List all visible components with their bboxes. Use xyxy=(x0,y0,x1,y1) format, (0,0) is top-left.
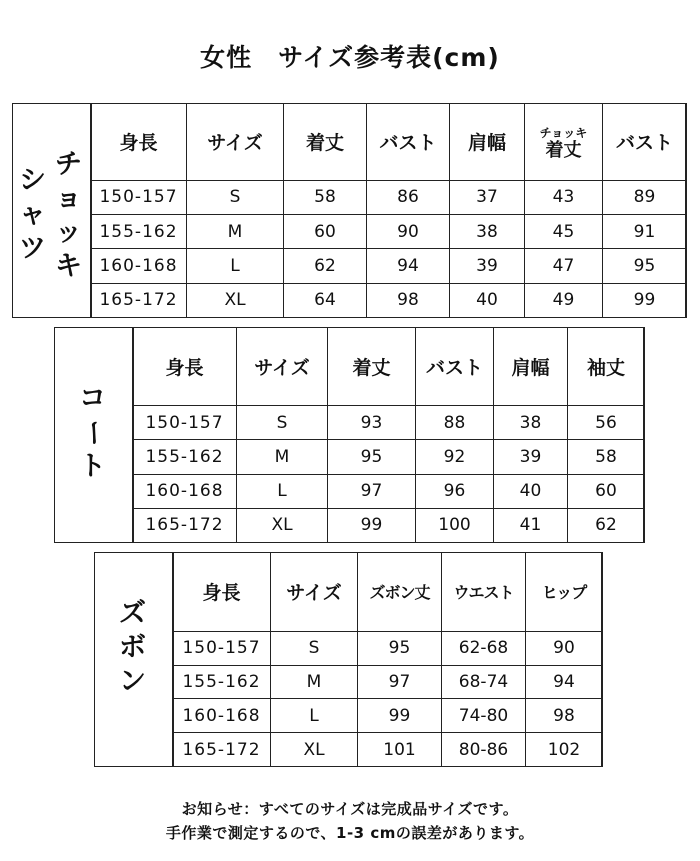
cell-height: 150-157 xyxy=(173,631,271,665)
label-char: ン xyxy=(119,666,146,697)
coat-table xyxy=(132,327,645,543)
cell-height: 165-172 xyxy=(133,508,237,542)
shirt-vest-label-cell xyxy=(13,104,92,317)
table-row xyxy=(173,665,603,699)
cell-bust: 92 xyxy=(416,440,494,474)
table-row xyxy=(173,631,603,665)
cell-waist: 74-80 xyxy=(442,699,526,733)
cell-height: 165-172 xyxy=(91,283,187,317)
table-row xyxy=(173,699,603,733)
cell-height: 155-162 xyxy=(173,665,271,699)
cell-height: 155-162 xyxy=(133,440,237,474)
table-row xyxy=(91,283,687,317)
label-char: キ xyxy=(55,251,82,282)
cell-shoulder: 40 xyxy=(494,474,568,508)
pants-label xyxy=(119,597,146,699)
label-char: ボ xyxy=(119,632,146,663)
header-bust: バスト xyxy=(416,328,494,406)
cell-shoulder: 38 xyxy=(450,215,525,249)
label-char: コ xyxy=(79,383,106,414)
cell-bust: 90 xyxy=(367,215,450,249)
cell-height: 160-168 xyxy=(173,699,271,733)
cell-pants-length: 101 xyxy=(358,733,442,767)
cell-sleeve: 58 xyxy=(568,440,645,474)
label-char: ー xyxy=(77,419,109,447)
header-size: サイズ xyxy=(187,104,284,181)
cell-vest-bust: 99 xyxy=(603,283,687,317)
table-row xyxy=(91,249,687,283)
cell-sleeve: 60 xyxy=(568,474,645,508)
cell-length: 64 xyxy=(284,283,367,317)
cell-waist: 80-86 xyxy=(442,733,526,767)
header-sleeve: 袖丈 xyxy=(568,328,645,406)
label-char: ツ xyxy=(19,233,46,264)
cell-size: L xyxy=(271,699,358,733)
cell-height: 150-157 xyxy=(91,180,187,214)
cell-sleeve: 62 xyxy=(568,508,645,542)
header-vest-length xyxy=(525,104,603,181)
cell-bust: 94 xyxy=(367,249,450,283)
cell-size: XL xyxy=(187,283,284,317)
cell-height: 160-168 xyxy=(133,474,237,508)
cell-shoulder: 39 xyxy=(494,440,568,474)
label-char: シ xyxy=(19,165,46,196)
cell-vest-length: 47 xyxy=(525,249,603,283)
header-length: 着丈 xyxy=(284,104,367,181)
header-height: 身長 xyxy=(91,104,187,181)
header-pants-length: ズボン丈 xyxy=(358,553,442,632)
table-row xyxy=(91,215,687,249)
cell-hip: 98 xyxy=(526,699,603,733)
table-row xyxy=(133,474,645,508)
cell-vest-bust: 89 xyxy=(603,180,687,214)
vest-label xyxy=(55,148,82,284)
cell-shoulder: 39 xyxy=(450,249,525,283)
cell-size: M xyxy=(271,665,358,699)
cell-bust: 96 xyxy=(416,474,494,508)
cell-hip: 90 xyxy=(526,631,603,665)
shirt-label xyxy=(19,164,46,266)
header-shoulder: 肩幅 xyxy=(450,104,525,181)
label-char: ッ xyxy=(55,217,82,248)
cell-size: M xyxy=(237,440,328,474)
label-char: チ xyxy=(55,149,82,180)
cell-size: XL xyxy=(237,508,328,542)
cell-pants-length: 95 xyxy=(358,631,442,665)
header-hip: ヒップ xyxy=(526,553,603,632)
cell-size: L xyxy=(237,474,328,508)
cell-size: XL xyxy=(271,733,358,767)
cell-shoulder: 41 xyxy=(494,508,568,542)
cell-length: 60 xyxy=(284,215,367,249)
label-char: ト xyxy=(79,451,106,482)
cell-size: S xyxy=(237,406,328,440)
header-height: 身長 xyxy=(133,328,237,406)
pants-table xyxy=(172,552,603,767)
cell-length: 97 xyxy=(328,474,416,508)
cell-vest-length: 49 xyxy=(525,283,603,317)
cell-bust: 88 xyxy=(416,406,494,440)
cell-size: S xyxy=(271,631,358,665)
cell-waist: 68-74 xyxy=(442,665,526,699)
cell-length: 99 xyxy=(328,508,416,542)
cell-length: 62 xyxy=(284,249,367,283)
cell-vest-length: 45 xyxy=(525,215,603,249)
cell-hip: 102 xyxy=(526,733,603,767)
cell-bust: 86 xyxy=(367,180,450,214)
table-row xyxy=(91,180,687,214)
pants-label-cell xyxy=(95,553,174,766)
cell-waist: 62-68 xyxy=(442,631,526,665)
label-char: ャ xyxy=(19,199,46,230)
cell-bust: 100 xyxy=(416,508,494,542)
cell-shoulder: 37 xyxy=(450,180,525,214)
header-shoulder: 肩幅 xyxy=(494,328,568,406)
header-size: サイズ xyxy=(271,553,358,632)
cell-bust: 98 xyxy=(367,283,450,317)
header-waist: ウエスト xyxy=(442,553,526,632)
note-line-1: お知らせ：すべてのサイズは完成品サイズです。 xyxy=(181,800,519,818)
coat-label xyxy=(77,382,109,484)
cell-height: 165-172 xyxy=(173,733,271,767)
header-height: 身長 xyxy=(173,553,271,632)
cell-vest-bust: 95 xyxy=(603,249,687,283)
header-size: サイズ xyxy=(237,328,328,406)
cell-vest-length: 43 xyxy=(525,180,603,214)
cell-vest-bust: 91 xyxy=(603,215,687,249)
cell-shoulder: 40 xyxy=(450,283,525,317)
cell-height: 150-157 xyxy=(133,406,237,440)
cell-length: 95 xyxy=(328,440,416,474)
cell-length: 58 xyxy=(284,180,367,214)
cell-height: 155-162 xyxy=(91,215,187,249)
cell-sleeve: 56 xyxy=(568,406,645,440)
table-row xyxy=(133,406,645,440)
header-vest-length-label: 着丈 xyxy=(545,139,582,161)
header-vest-label: チョッキ xyxy=(539,125,588,140)
cell-pants-length: 99 xyxy=(358,699,442,733)
cell-hip: 94 xyxy=(526,665,603,699)
cell-size: M xyxy=(187,215,284,249)
shirt-vest-table xyxy=(90,103,687,318)
cell-pants-length: 97 xyxy=(358,665,442,699)
header-length: 着丈 xyxy=(328,328,416,406)
cell-length: 93 xyxy=(328,406,416,440)
cell-size: S xyxy=(187,180,284,214)
header-bust: バスト xyxy=(367,104,450,181)
label-char: ョ xyxy=(55,183,82,214)
page-title: 女性 サイズ参考表(cm) xyxy=(200,43,500,72)
cell-size: L xyxy=(187,249,284,283)
cell-shoulder: 38 xyxy=(494,406,568,440)
header-vest-bust: バスト xyxy=(603,104,687,181)
table-row xyxy=(173,733,603,767)
cell-height: 160-168 xyxy=(91,249,187,283)
coat-label-cell xyxy=(55,328,134,542)
note-line-2: 手作業で測定するので、1-3 cmの誤差があります。 xyxy=(165,824,535,842)
table-row xyxy=(133,440,645,474)
table-row xyxy=(133,508,645,542)
label-char: ズ xyxy=(119,598,146,629)
